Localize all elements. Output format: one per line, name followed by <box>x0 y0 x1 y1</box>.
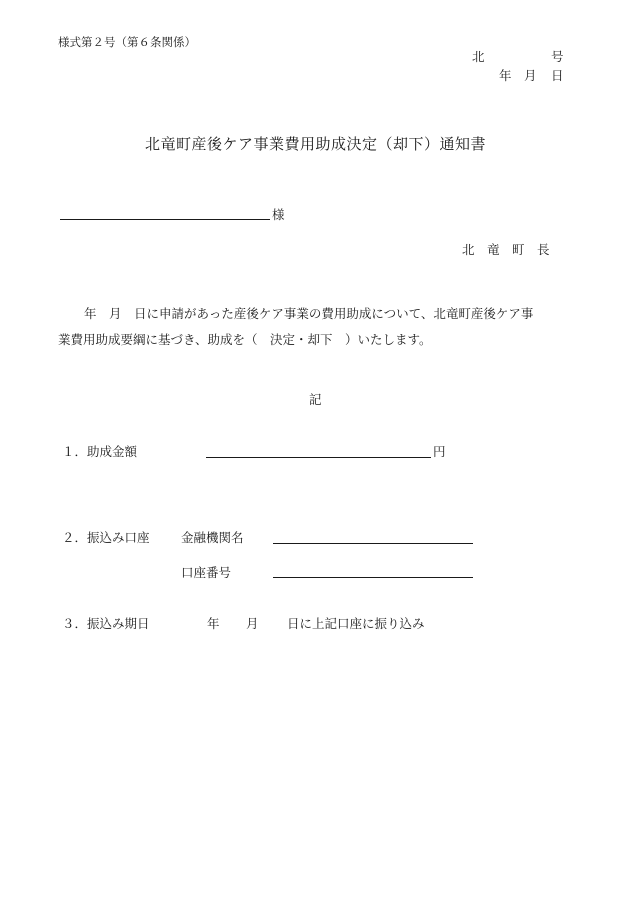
bank-label: 金融機関名 <box>181 530 244 545</box>
item1-label: １．助成金額 <box>62 444 138 459</box>
date-year: 年 <box>499 68 512 83</box>
item2-label: ２．振込み口座 <box>62 530 150 545</box>
item3-label: ３．振込み期日 <box>62 616 150 631</box>
account-label: 口座番号 <box>181 565 232 580</box>
item3-month: 月 <box>246 616 259 631</box>
date-day: 日 <box>551 68 564 83</box>
doc-number-suffix: 号 <box>551 49 564 64</box>
item3-year: 年 <box>207 616 220 631</box>
account-line <box>273 577 473 578</box>
date-month: 月 <box>524 68 537 83</box>
addressee-line <box>60 219 270 220</box>
page-title: 北竜町産後ケア事業費用助成決定（却下）通知書 <box>145 135 487 153</box>
doc-number-prefix: 北 <box>472 49 485 64</box>
bank-line <box>273 543 473 544</box>
issuer: 北 竜 町 長 <box>462 242 550 257</box>
addressee-suffix: 様 <box>272 207 285 222</box>
amount-line <box>206 457 431 458</box>
body-line-2: 業費用助成要綱に基づき、助成を（ 決定・却下 ）いたします。 <box>58 332 432 347</box>
ki-heading: 記 <box>309 392 322 407</box>
body-line-1: 年 月 日に申請があった産後ケア事業の費用助成について、北竜町産後ケア事 <box>84 306 534 321</box>
item3-rest: 日に上記口座に振り込み <box>287 616 425 631</box>
item1-unit: 円 <box>433 444 446 459</box>
form-number: 様式第２号（第６条関係） <box>58 35 196 49</box>
